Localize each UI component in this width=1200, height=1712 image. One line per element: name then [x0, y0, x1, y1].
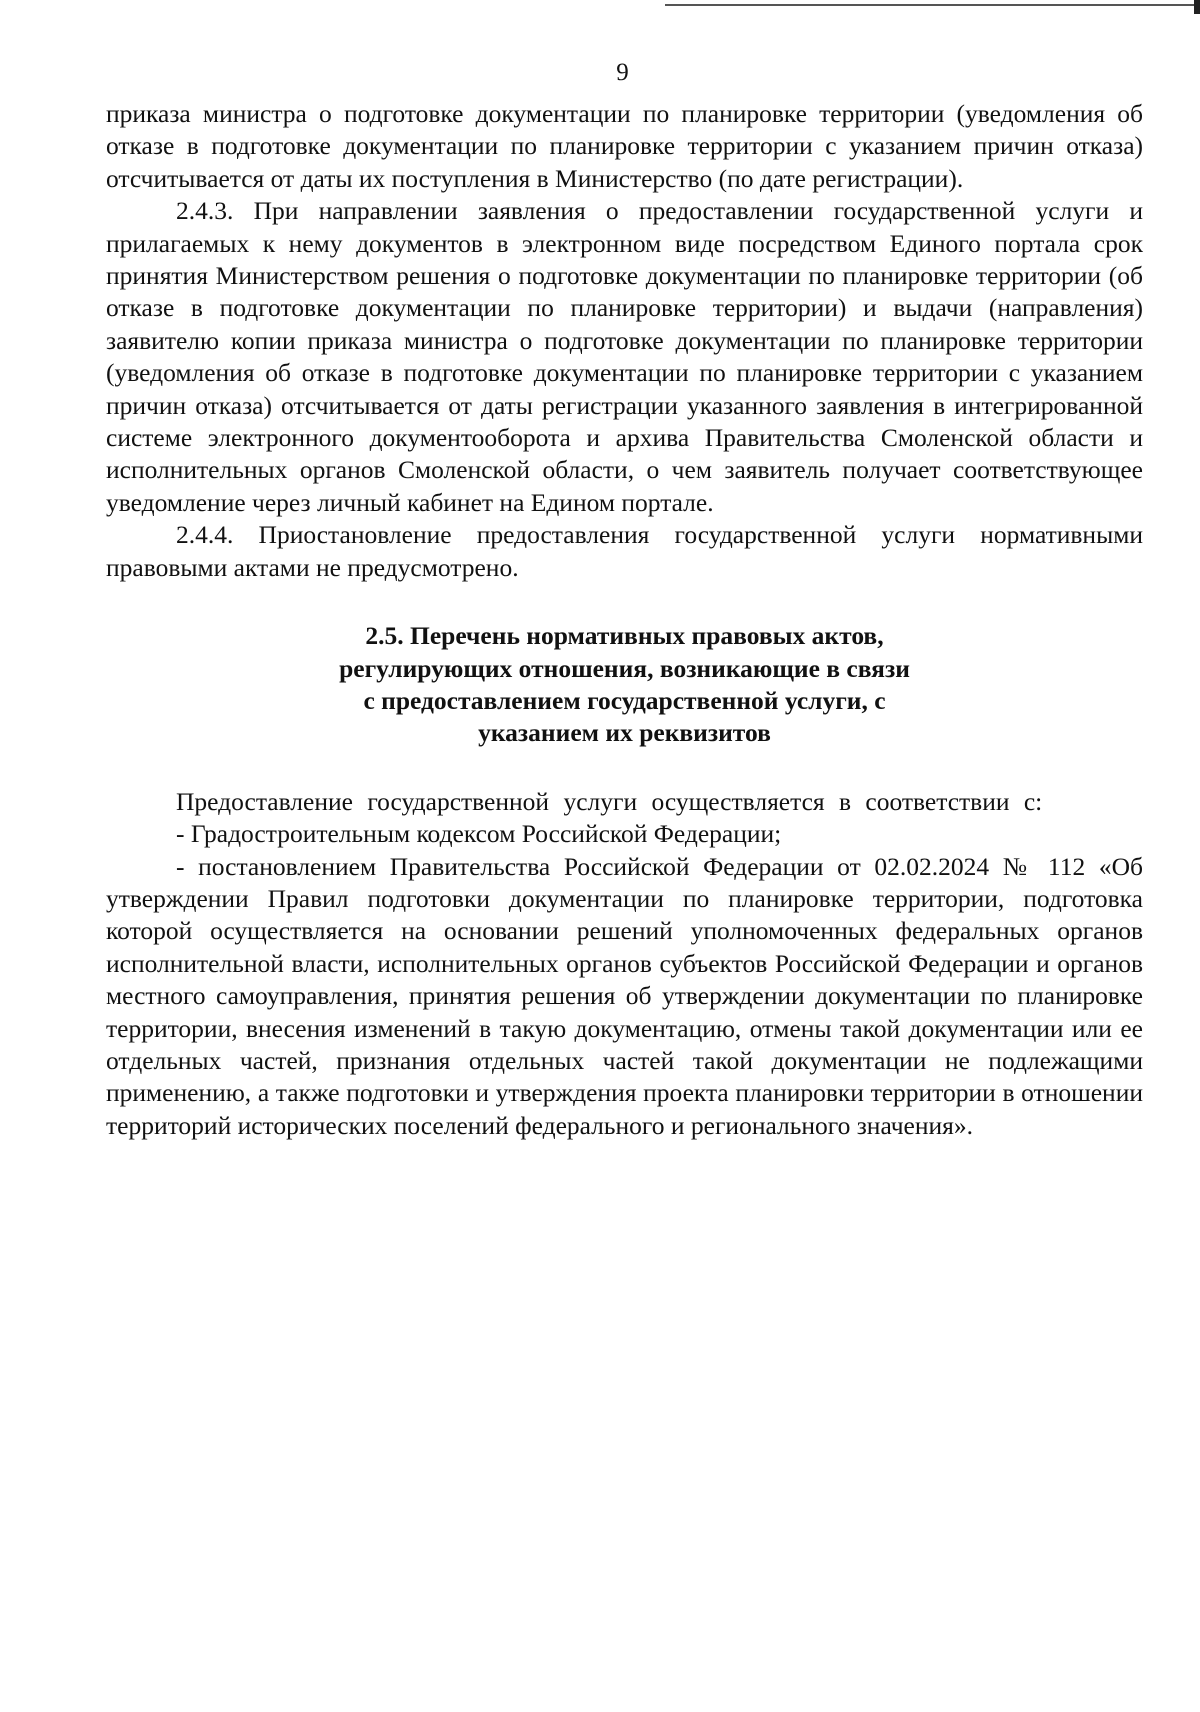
scan-border-line — [665, 4, 1200, 6]
scan-edge-mark — [1194, 0, 1200, 14]
section-heading — [106, 620, 1143, 750]
section-heading-line: 2.5. Перечень нормативных правовых актов, — [365, 621, 884, 651]
section-heading-line: регулирующих отношения, возникающие в связи — [339, 653, 910, 683]
list-item-grad-code: - Градостроительным кодексом Российской Федерации; — [176, 819, 782, 849]
paragraph-2-4-4: 2.4.4. Приостановление предоставления государственной услуги нормативными правовыми актами не предусмотрено. — [106, 520, 1143, 582]
document-body — [106, 98, 1143, 1142]
page-number: 9 — [616, 59, 629, 86]
section-heading-line: с предоставлением государственной услуги, с — [363, 685, 886, 715]
section-intro: Предоставление государственной услуги осуществляется в соответствии с: — [176, 786, 1043, 816]
paragraph-2-4-3: 2.4.3. При направлении заявления о предоставлении государственной услуги и прилагаемых к нему документов в электронном виде посредством Единого портала срок принятия Министерством решения о подготовке документации по планировке территории (об отказе в подготовке документации по планировке территории) и выдачи (направления) заявителю копии приказа министра о подготовке документации по планировке территории (уведомления об отказе в подготовке документации по планировке территории с указанием причин отказа) отсчитывается от даты регистрации указанного заявления в интегрированной системе электронного документооборота и архива Правительства Смоленской области и исполнительных органов Смоленской области, о чем заявитель получает соответствующее уведомление через личный кабинет на Едином портале. — [106, 196, 1143, 517]
list-item-government-decree: - постановлением Правительства Российской Федерации от 02.02.2024 № 112 «Об утверждении Правил подготовки документации по планировке территории, подготовка которой осуществляется на основании решений уполномоченных федеральных органов исполнительной власти, исполнительных органов субъектов Российской Федерации и органов местного самоуправления, принятия решения об утверждении документации по планировке территории, внесения изменений в такую документацию, отмены такой документации или ее отдельных частей, признания отдельных частей такой документации не подлежащими применению, а также подготовки и утверждения проекта планировки территории в отношении территорий исторических поселений федерального и регионального значения». — [106, 851, 1143, 1140]
section-heading-line: указанием их реквизитов — [478, 718, 771, 748]
paragraph-continuation: приказа министра о подготовке документации по планировке территории (уведомления об отказе в подготовке документации по планировке территории с указанием причин отказа) отсчитывается от даты их поступления в Министерство (по дате регистрации). — [106, 99, 1143, 193]
